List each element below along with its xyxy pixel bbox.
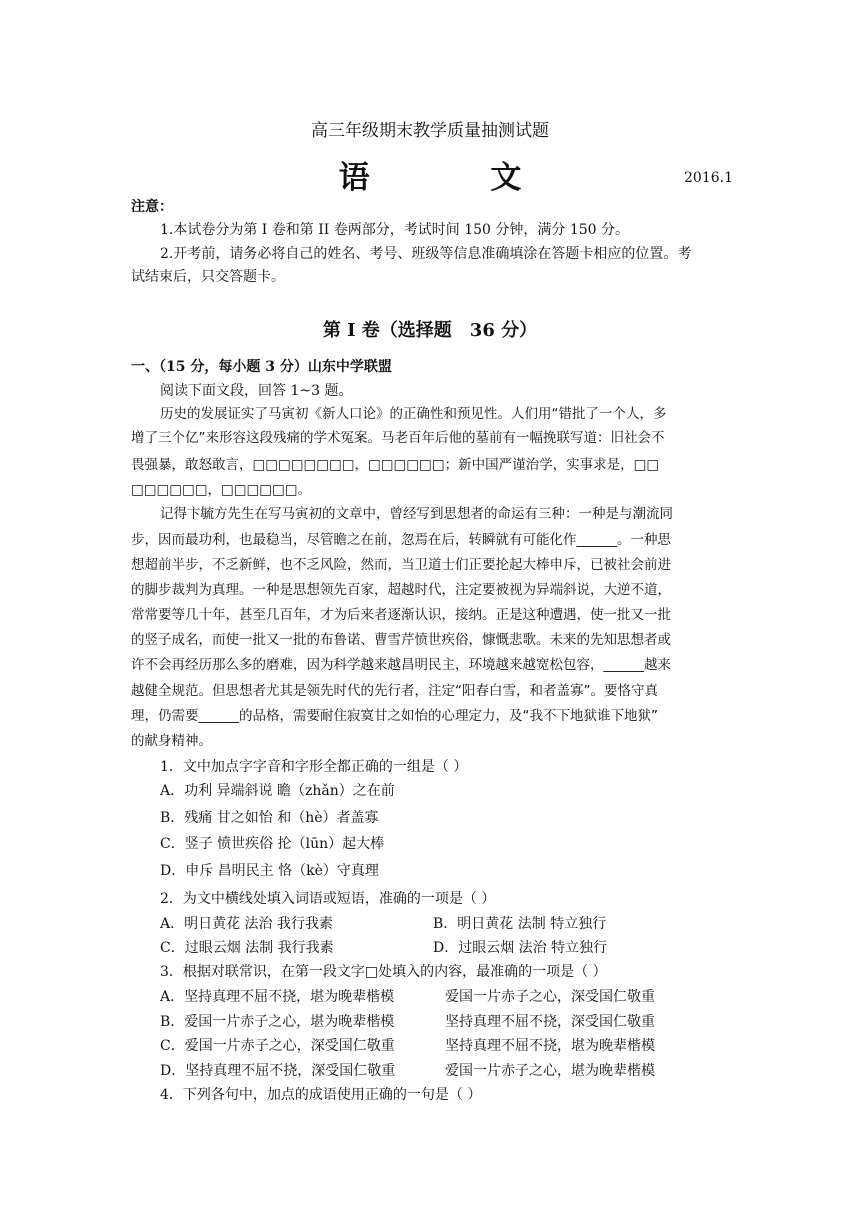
q2-option-c: C．过眼云烟 法制 我行我素 [160, 940, 334, 956]
q3-option-a-part2: 爱国一片赤子之心，深受国仁敬重 [445, 989, 655, 1005]
instruction: 阅读下面文段，回答 1~3 题。 [160, 383, 353, 399]
q3-option-c-part2: 坚持真理不屈不挠，堪为晚辈楷模 [445, 1038, 655, 1054]
q1-option-b: B．残痛 甘之如怡 和（hè）者盖寡 [160, 810, 379, 826]
q3-option-b-part2: 坚持真理不屈不挠，深受国仁敬重 [445, 1014, 655, 1030]
passage-line: 的献身精神。 [131, 733, 212, 749]
q3-option-c-part1: C．爱国一片赤子之心，深受国仁敬重 [160, 1038, 395, 1054]
passage-line: 步，因而最功利，也最稳当，尽管瞻之在前，忽焉在后，转瞬就有可能化作______。一种思 [131, 532, 671, 548]
q2-option-b: B．明日黄花 法制 特立独行 [433, 916, 607, 932]
passage-line: 许不会再经历那么多的磨难，因为科学越来越昌明民主，环境越来越宽松包容，______越来 [131, 657, 671, 673]
passage-line: 的竖子成名，而使一批又一批的布鲁诺、曹雪芹愤世疾俗，慷慨悲歌。未来的先知思想者或 [131, 632, 671, 648]
q1-stem: 1．文中加点字字音和字形全都正确的一组是（ ） [160, 759, 468, 775]
subject-title: 语 文 [338, 160, 577, 196]
q2-option-a: A．明日黄花 法治 我行我素 [160, 916, 334, 932]
q1-option-c: C．竖子 愤世疾俗 抡（lūn）起大棒 [160, 836, 385, 852]
q2-option-d: D．过眼云烟 法治 特立独行 [433, 940, 608, 956]
notice-label: 注意： [131, 199, 173, 215]
notice-item-1: 1.本试卷分为第 I 卷和第 II 卷两部分，考试时间 150 分钟，满分 150 分。 [160, 222, 629, 238]
q3-option-d-part2: 爱国一片赤子之心，堪为晚辈楷模 [445, 1063, 655, 1079]
passage-line: 增了三个亿”来形容这段残痛的学术冤案。马老百年后他的墓前有一幅挽联写道：旧社会不 [131, 430, 665, 446]
passage-line: 越健全规范。但思想者尤其是领先时代的先行者，注定“阳春白雪，和者盖寡”。要恪守真 [131, 683, 658, 699]
exam-title: 高三年级期末教学质量抽测试题 [311, 121, 549, 141]
passage-line: 想超前半步，不乏新鲜，也不乏风险，然而，当卫道士们正要抡起大棒申斥，已被社会前进 [131, 557, 671, 573]
q1-option-a: A．功利 异端斜说 瞻（zhǎn）之在前 [160, 783, 395, 799]
q3-option-a-part1: A．坚持真理不屈不挠，堪为晚辈楷模 [160, 989, 395, 1005]
passage-line: 常常要等几十年，甚至几百年，才为后来者逐渐认识，接纳。正是这种遭遇，使一批又一批 [131, 607, 671, 623]
exam-date: 2016.1 [684, 170, 733, 186]
passage-line: 记得卞毓方先生在写马寅初的文章中，曾经写到思想者的命运有三种：一种是与潮流同 [160, 506, 673, 522]
q1-option-d: D．申斥 昌明民主 恪（kè）守真理 [160, 863, 379, 879]
part1-heading: 一、（15 分，每小题 3 分）山东中学联盟 [131, 359, 392, 375]
q3-option-d-part1: D．坚持真理不屈不挠，深受国仁敬重 [160, 1063, 396, 1079]
q2-stem: 2．为文中横线处填入词语或短语，准确的一项是（ ） [160, 891, 496, 907]
section-title: 第 I 卷（选择题 36 分） [322, 320, 538, 341]
passage-line: 的脚步裁判为真理。一种是思想领先百家，超越时代，注定要被视为异端斜说，大逆不道， [131, 582, 671, 598]
passage-line: 理，仍需要______的品格，需要耐住寂寞甘之如怡的心理定力，及“我不下地狱谁下地狱” [131, 708, 658, 724]
q3-option-b-part1: B．爱国一片赤子之心，堪为晚辈楷模 [160, 1014, 395, 1030]
notice-item-2b: 试结束后，只交答题卡。 [131, 269, 285, 285]
q4-stem: 4．下列各句中，加点的成语使用正确的一句是（ ） [160, 1087, 482, 1103]
passage-line: 畏强暴，敢怒敢言，□□□□□□□□，□□□□□□；新中国严谨治学，实事求是，□□ [131, 457, 660, 473]
passage-line: 历史的发展证实了马寅初《新人口论》的正确性和预见性。人们用“错批了一个人，多 [160, 406, 667, 422]
notice-item-2a: 2.开考前，请务必将自己的姓名、考号、班级等信息准确填涂在答题卡相应的位置。考 [160, 246, 692, 262]
q3-stem: 3．根据对联常识，在第一段文字□处填入的内容，最准确的一项是（ ） [160, 964, 607, 980]
passage-line: □□□□□□，□□□□□□。 [131, 482, 312, 498]
